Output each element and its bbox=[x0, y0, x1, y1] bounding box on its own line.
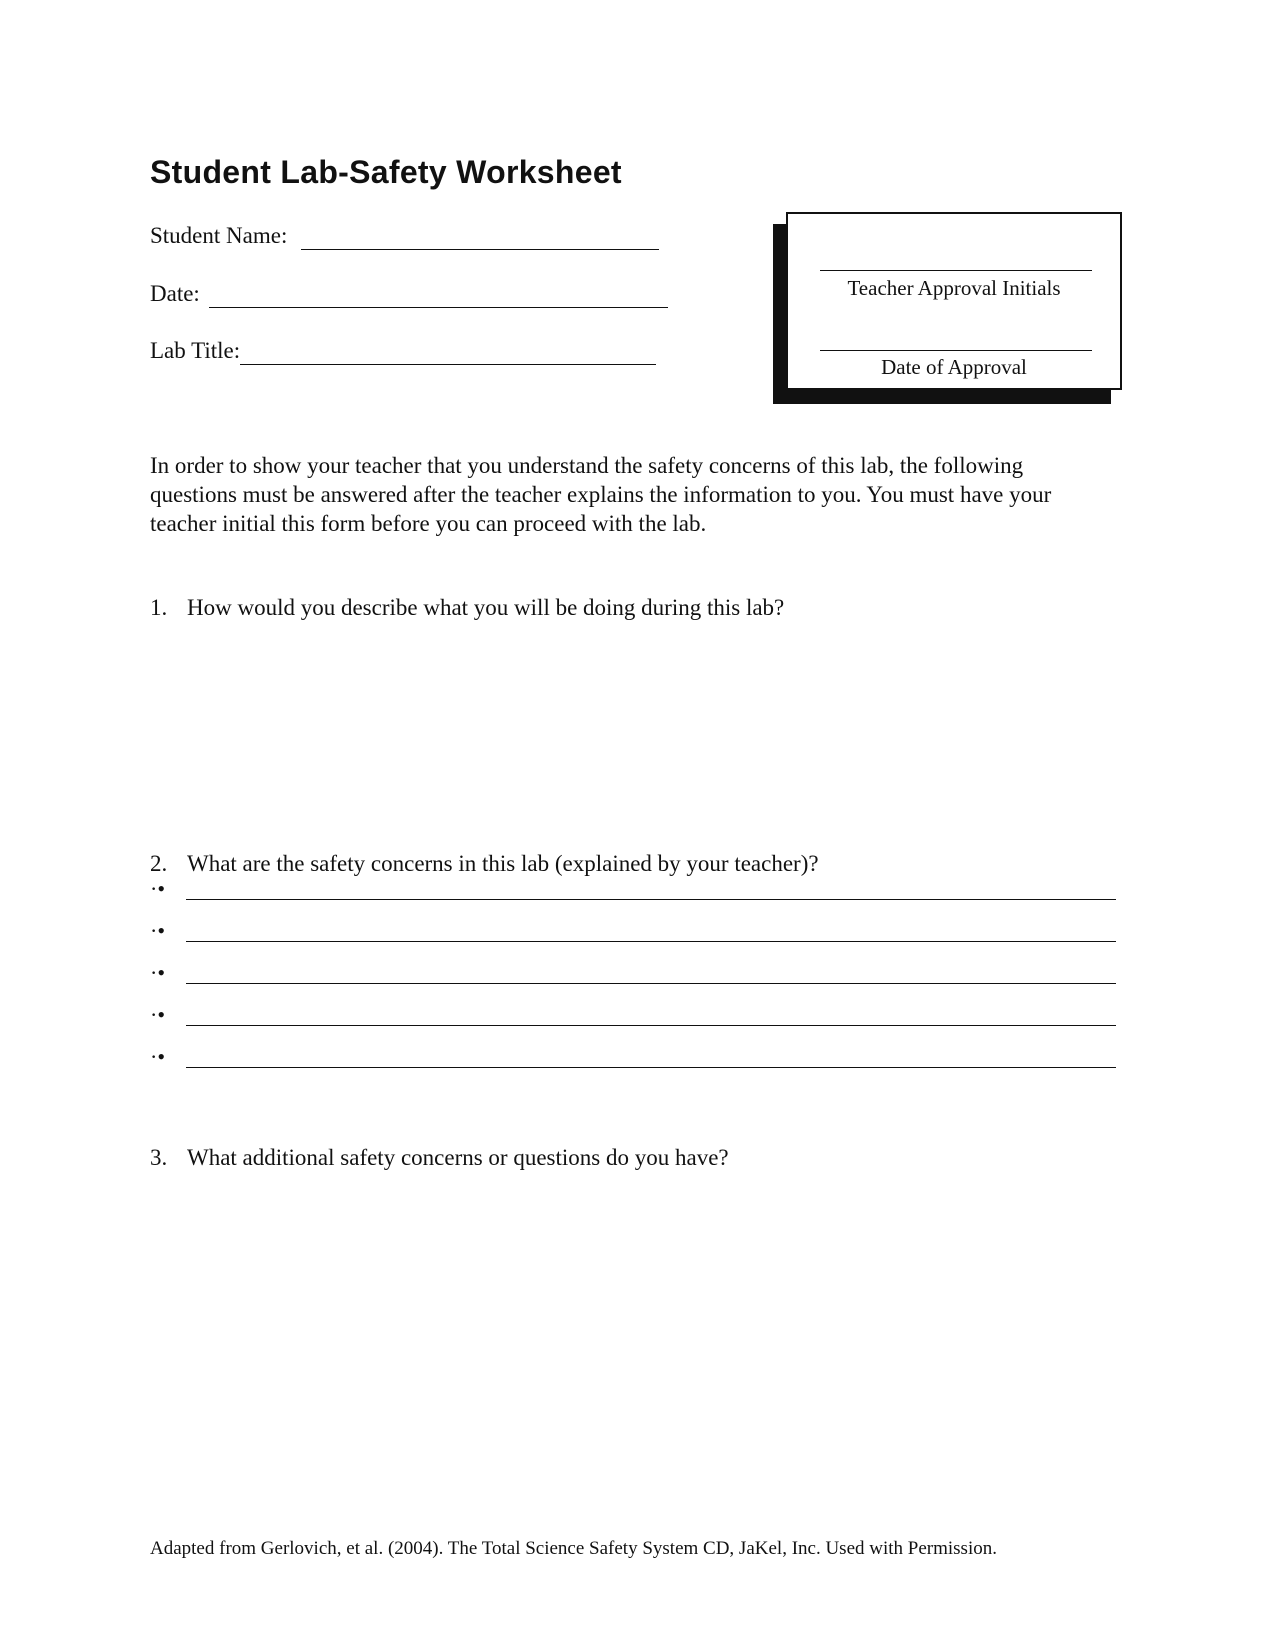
question-1-text: How would you describe what you will be doing during this lab? bbox=[187, 595, 785, 620]
worksheet-title: Student Lab-Safety Worksheet bbox=[150, 154, 622, 190]
date-field bbox=[150, 280, 668, 308]
date-label: Date: bbox=[150, 281, 200, 306]
student-name-field bbox=[150, 222, 659, 250]
bullet-icon: ·• bbox=[150, 960, 166, 985]
teacher-initials-line[interactable] bbox=[820, 270, 1092, 271]
bullet-icon: ·• bbox=[150, 1044, 166, 1069]
bullet-icon: ·• bbox=[150, 918, 166, 943]
question-1-number: 1. bbox=[150, 595, 168, 620]
student-name-input[interactable] bbox=[301, 227, 659, 250]
lab-title-input[interactable] bbox=[240, 342, 656, 365]
safety-concern-line-1 bbox=[150, 874, 1116, 904]
question-2-number: 2. bbox=[150, 851, 168, 876]
lab-title-field bbox=[150, 337, 656, 365]
lab-title-label: Lab Title: bbox=[150, 338, 241, 363]
question-2-text: What are the safety concerns in this lab (explained by your teacher)? bbox=[187, 851, 819, 876]
approval-date-label: Date of Approval bbox=[881, 355, 1027, 379]
safety-concern-input-2[interactable] bbox=[186, 941, 1116, 942]
safety-concern-input-3[interactable] bbox=[186, 983, 1116, 984]
safety-concern-line-5 bbox=[150, 1042, 1116, 1072]
safety-concern-line-2 bbox=[150, 916, 1116, 946]
safety-concern-input-1[interactable] bbox=[186, 899, 1116, 900]
teacher-approval-box bbox=[786, 212, 1122, 390]
question-3-number: 3. bbox=[150, 1145, 168, 1170]
teacher-initials-label: Teacher Approval Initials bbox=[847, 276, 1061, 300]
attribution-footer: Adapted from Gerlovich, et al. (2004). The Total Science Safety System CD, JaKel, Inc. Used with Permission. bbox=[150, 1538, 997, 1559]
safety-concern-input-5[interactable] bbox=[186, 1067, 1116, 1068]
date-input[interactable] bbox=[209, 285, 668, 308]
bullet-icon: ·• bbox=[150, 876, 166, 901]
safety-concern-line-3 bbox=[150, 958, 1116, 988]
instructions-paragraph: In order to show your teacher that you understand the safety concerns of this lab, the following questions must be answered after the teacher explains the information to you. You must have your teacher initial this form before you can proceed with the lab. bbox=[150, 453, 1052, 536]
safety-concern-line-4 bbox=[150, 1000, 1116, 1030]
safety-concern-input-4[interactable] bbox=[186, 1025, 1116, 1026]
student-name-label: Student Name: bbox=[150, 223, 288, 248]
bullet-icon: ·• bbox=[150, 1002, 166, 1027]
approval-date-line[interactable] bbox=[820, 350, 1092, 351]
question-3-text: What additional safety concerns or questions do you have? bbox=[187, 1145, 729, 1170]
